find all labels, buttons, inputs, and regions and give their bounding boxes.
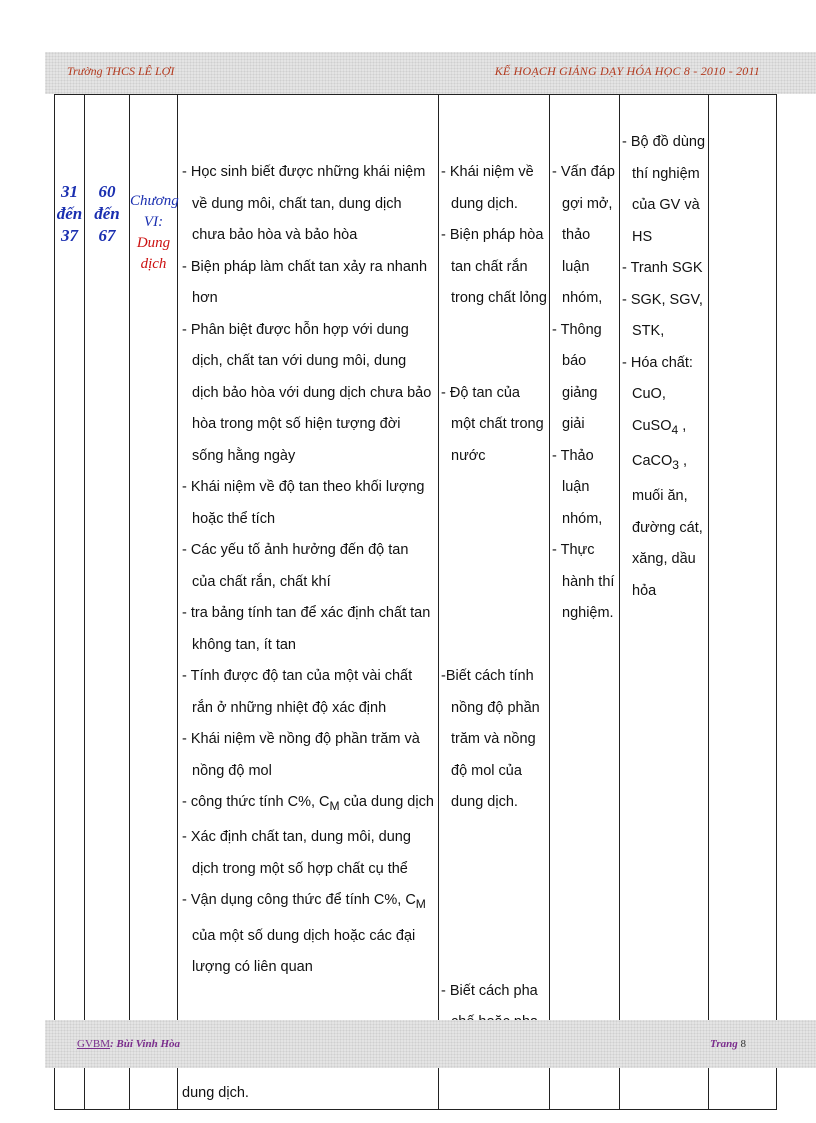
page-number: Trang 8 (710, 1038, 746, 1050)
objective-summary: dung dịch. (182, 1084, 249, 1101)
objective-item: - Phân biệt được hỗn hợp với dung dịch, chất tan với dung môi, dung dịch bảo hòa với dung dịch chưa bảo hòa trong một số hiện tượng đời sống hằng ngày (182, 321, 432, 464)
chapter-topic: Dung dịch (136, 235, 171, 272)
objective-item: - Biện pháp làm chất tan xảy ra nhanh hơn (182, 258, 428, 306)
notes-cell (709, 95, 777, 1110)
lesson-cell: 60 đến 67 (85, 95, 130, 1110)
lesson-plan-table (54, 94, 777, 1110)
objective-item: - Khái niệm về độ tan theo khối lượng hoặc thể tích (182, 479, 425, 527)
equipment-item: - Tranh SGK (622, 260, 703, 276)
equipment-item: - Bộ đồ dùng thí nghiệm của GV và HS (622, 134, 706, 245)
equipment-cell (620, 95, 709, 1110)
objective-item: - Khái niệm về nồng độ phần trăm và nồng độ mol (182, 731, 420, 779)
method-item: - Vấn đáp gợi mở, thảo luận nhóm, (552, 164, 615, 306)
document-title: KẾ HOẠCH GIẢNG DẠY HÓA HỌC 8 - 2010 - 2011 (494, 64, 760, 78)
objective-item: - Các yếu tố ảnh hưởng đến độ tan của chất rắn, chất khí (182, 542, 409, 590)
key-point: - Khái niệm về dung dịch. (441, 164, 534, 212)
objective-item: - Xác định chất tan, dung môi, dung dịch trong một số hợp chất cụ thể (182, 829, 411, 877)
chapter-label: Chương VI: (130, 193, 179, 230)
key-point: - Biện pháp hòa tan chất rắn trong chất lỏng (441, 227, 547, 306)
objective-item: - tra bảng tính tan để xác định chất tan không tan, ít tan (182, 605, 431, 653)
week-cell: 31 đến 37 (55, 95, 85, 1110)
key-point: -Biết cách tính nồng độ phần trăm và nồng độ mol của dung dịch. (441, 668, 540, 810)
method-item: - Thông báo giảng giải (552, 321, 602, 432)
objective-item: - công thức tính C%, $C_M$ của dung dịch (182, 794, 434, 813)
key-point: - Độ tan của một chất trong nước (441, 384, 544, 464)
objective-item: - Học sinh biết được những khái niệm về dung môi, chất tan, dung dịch chưa bảo hòa và bảo hòa (182, 164, 426, 243)
methods-cell (550, 95, 620, 1110)
teacher-signature: GVBM: Bùi Vinh Hòa (77, 1038, 181, 1050)
method-item: - Thực hành thí nghiệm. (552, 542, 615, 621)
objective-item: - Vận dụng công thức để tính C%, $C_M$ của một số dung dịch hoặc các đại lượng có liên quan (182, 892, 426, 976)
key-points-cell (439, 95, 550, 1110)
equipment-item: - Hóa chất: CuO, CuSO$_4$ , CaCO$_3$ , muối ăn, đường cát, xăng, dầu hỏa (622, 354, 703, 599)
school-name: Trường THCS LÊ LỢI (67, 64, 175, 78)
equipment-item: - SGK, SGV, STK, (622, 291, 703, 339)
chapter-cell (130, 95, 178, 1110)
objective-item: - Tính được độ tan của một vài chất rắn ở những nhiệt độ xác định (182, 668, 413, 716)
page-footer (45, 1020, 816, 1068)
table-row (55, 95, 777, 1110)
page-header (45, 52, 816, 94)
key-point: - Biết cách pha (441, 982, 538, 999)
objectives-cell (178, 95, 439, 1110)
method-item: - Thảo luận nhóm, (552, 447, 603, 527)
